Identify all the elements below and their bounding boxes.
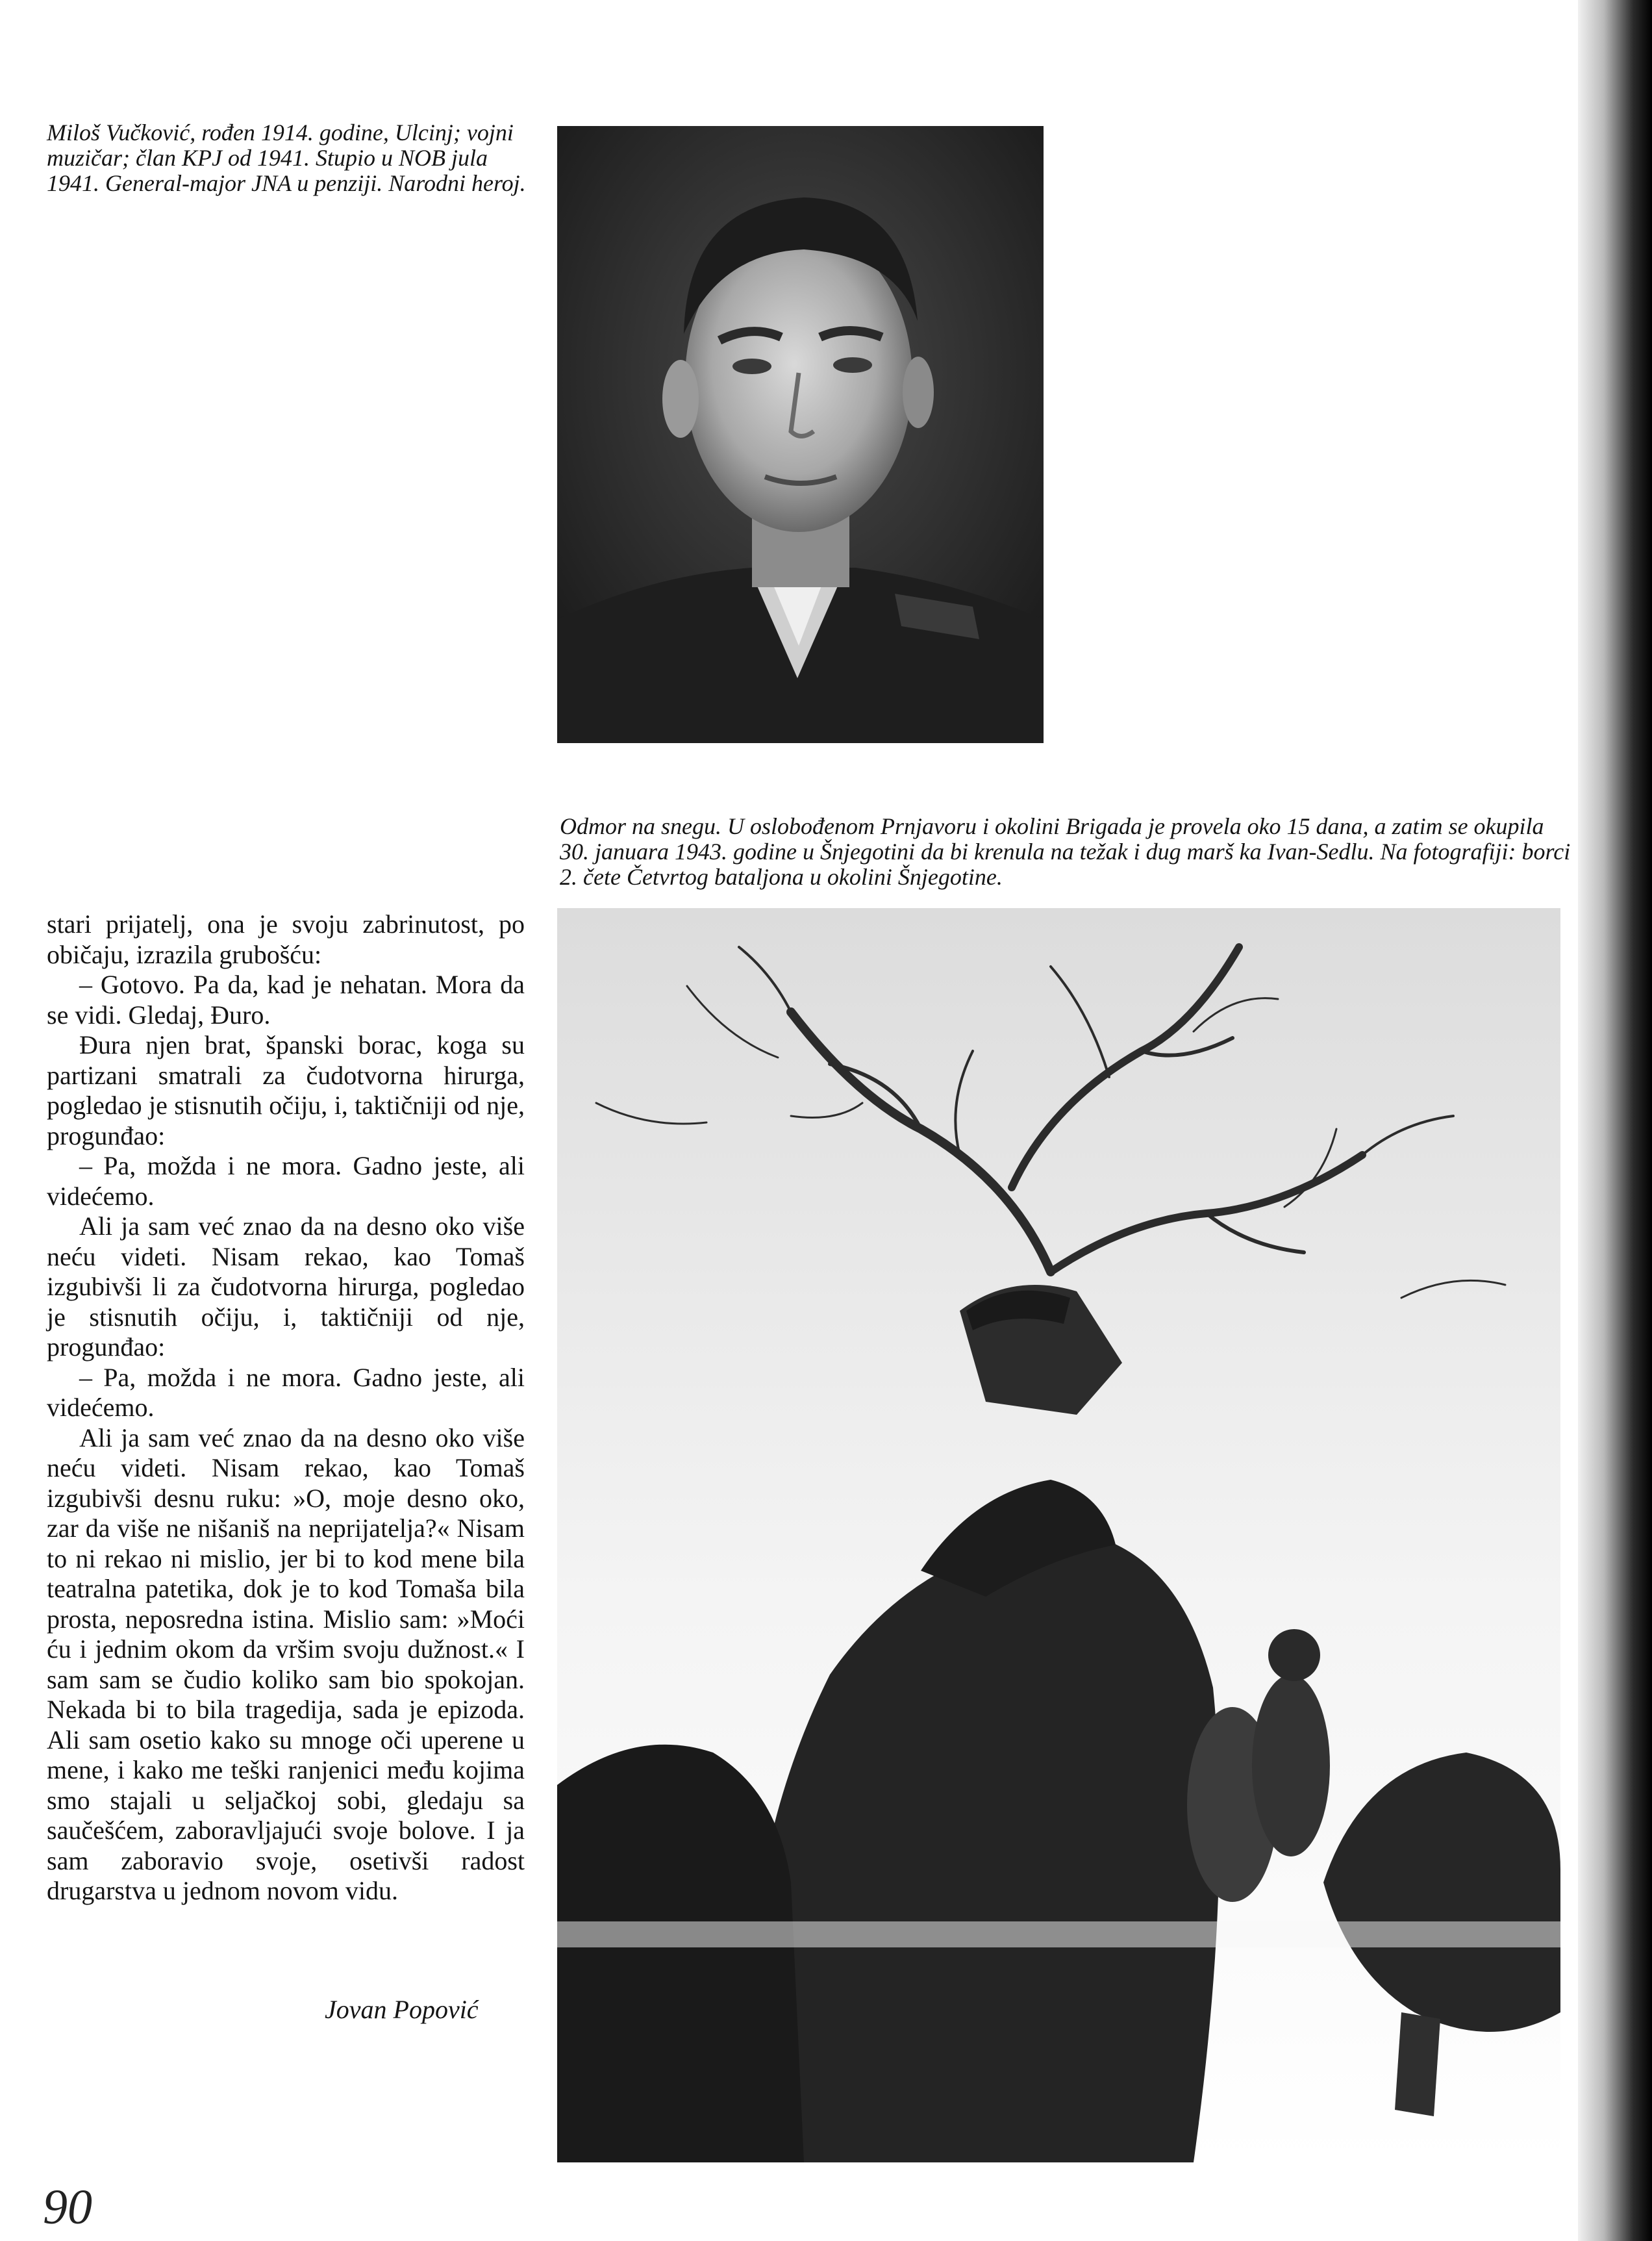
snow-rest-photo: [557, 908, 1560, 2162]
article-paragraph: – Gotovo. Pa da, kad je nehatan. Mora da se vidi. Gledaj, Đuro.: [47, 970, 525, 1030]
page-gutter-shadow: [1578, 0, 1652, 2241]
article-paragraph: Đura njen brat, španski borac, koga su partizani smatrali za čudotvorna hirurga, pogledao je stisnutih očiju, i, taktičniji od nje, progunđao:: [47, 1030, 525, 1150]
portrait-caption: Miloš Vučković, rođen 1914. godine, Ulcinj; vojni muzičar; član KPJ od 1941. Stupio u NOB jula 1941. General-major JNA u penziji. Narodni heroj.: [47, 120, 526, 196]
article-author: Jovan Popović: [325, 1995, 479, 2024]
snow-photo-caption: Odmor na snegu. U oslobođenom Prnjavoru i okolini Brigada je provela oko 15 dana, a zatim se okupila 30. januara 1943. godine u Šnjegotini da bi krenula na težak i dug marš ka Ivan-Sedlu. Na fotografiji: borci 2. čete Četvrtog bataljona u okolini Šnjegotine.: [560, 813, 1571, 890]
article-paragraph: – Pa, možda i ne mora. Gadno jeste, ali videćemo.: [47, 1362, 525, 1422]
article-paragraph: – Pa, možda i ne mora. Gadno jeste, ali videćemo.: [47, 1151, 525, 1211]
article-text: [47, 909, 525, 1906]
article-paragraph: Ali ja sam već znao da na desno oko više neću videti. Nisam rekao, kao Tomaš izgubivši desnu ruku: »O, moje desno oko, zar da više ne nišaniš na neprijatelja?« Nisam to ni rekao ni mislio, jer bi to kod mene bila teatralna patetika, dok je to kod Tomaša bila prosta, neposredna istina. Mislio sam: »Moći ću i jednim okom da vršim svoju dužnost.« I sam sam se čudio koliko sam bio spokojan. Nekada bi to bila tragedija, sada je epizoda. Ali sam osetio kako su mnoge oči uperene u mene, i kako me teški ranjenici među kojima smo stajali u seljačkoj sobi, gledaju sa saučešćem, zaboravljajući svoje bolove. I ja sam zaboravio svoje, osetivši radost drugarstva u jednom novom vidu.: [47, 1423, 525, 1905]
article-paragraph: stari prijatelj, ona je svoju zabrinutost, po običaju, izrazila grubošću:: [47, 909, 525, 969]
page-number: 90: [43, 2180, 92, 2235]
article-paragraph: Ali ja sam već znao da na desno oko više neću videti. Nisam rekao, kao Tomaš izgubivši li za čudotvorna hirurga, pogledao je stisnutih očiju, i, taktičniji od nje, progunđao:: [47, 1211, 525, 1361]
portrait-photo: [557, 126, 1044, 743]
